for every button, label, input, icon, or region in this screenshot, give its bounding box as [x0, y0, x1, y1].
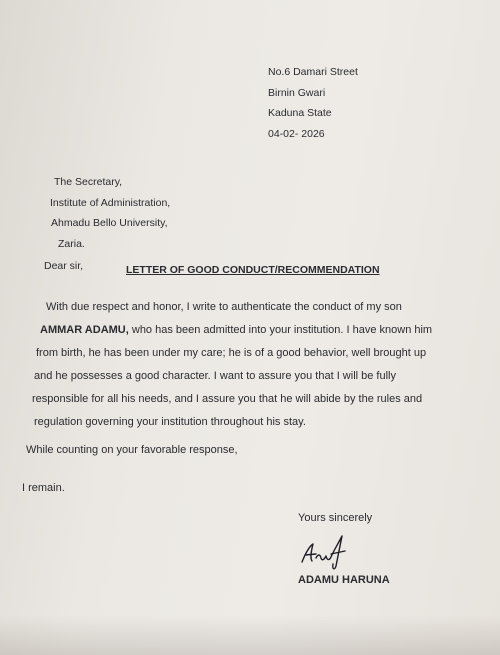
salutation: Dear sir, — [44, 260, 84, 272]
body-line: regulation governing your institution throughout his stay. — [34, 416, 306, 428]
address-line-street: No.6 Damari Street — [268, 66, 358, 78]
handwritten-signature — [298, 530, 368, 572]
sender-address — [268, 62, 358, 144]
body-line: from birth, he has been under my care; he is of a good behavior, well brought up — [36, 347, 427, 359]
body-line: With due respect and honor, I write to authenticate the conduct of my son — [46, 301, 402, 313]
recipient-address — [50, 172, 170, 254]
closing-line: While counting on your favorable response, — [26, 444, 238, 456]
signer-name: ADAMU HARUNA — [298, 574, 390, 586]
body-line-text: who has been admitted into your institution. I have known him — [128, 324, 433, 336]
letter-date: 04-02- 2026 — [268, 127, 325, 140]
recipient-university: Ahmadu Bello University, — [51, 217, 168, 229]
recipient-institute: Institute of Administration, — [50, 196, 171, 209]
address-line-town: Birnin Gwari — [268, 86, 326, 99]
body-line — [40, 319, 485, 342]
sign-off: Yours sincerely — [298, 512, 373, 524]
letter-body — [30, 296, 485, 434]
page-shadow — [0, 615, 500, 655]
recipient-title: The Secretary, — [54, 176, 123, 188]
remain-line: I remain. — [22, 482, 65, 494]
recipient-city: Zaria. — [58, 237, 85, 250]
address-line-state: Kaduna State — [268, 107, 332, 119]
body-line: responsible for all his needs, and I assure you that he will abide by the rules and — [32, 393, 423, 405]
body-line: and he possesses a good character. I want to assure you that I will be fully — [34, 370, 396, 382]
letter-subject: LETTER OF GOOD CONDUCT/RECOMMENDATION — [126, 264, 380, 276]
student-name: AMMAR ADAMU, — [40, 324, 129, 336]
